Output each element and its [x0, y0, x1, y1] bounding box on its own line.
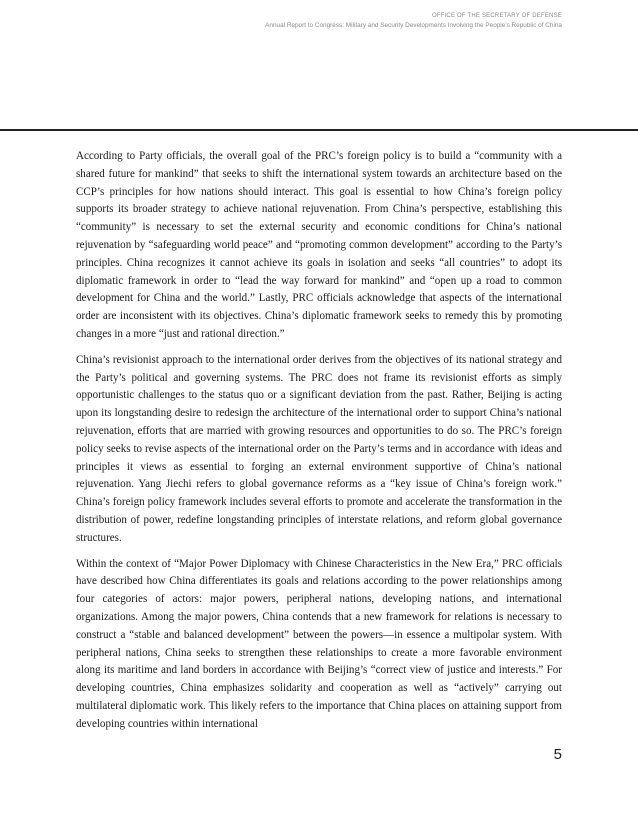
body-text [76, 148, 562, 742]
running-header [265, 12, 562, 30]
page-number: 5 [553, 746, 562, 763]
paragraph-2: China’s revisionist approach to the international order derives from the objectives of its national strategy and the Party’s political and governing systems. The PRC does not frame its revisionist efforts as simply opportunistic challenges to the status quo or a significant deviation from the past. Rather, Beijing is acting upon its longstanding desire to redesign the architecture of the international order to support China’s national rejuvenation, efforts that are married with growing resources and opportunities to do so. The PRC’s foreign policy seeks to revise aspects of the international order on the Party’s terms and in accordance with ideas and principles it views as essential to forging an external environment supportive of China’s national rejuvenation. Yang Jiechi refers to global governance reforms as a “key issue of China’s foreign work.” China’s foreign policy framework includes several efforts to promote and accelerate the transformation in the distribution of power, redefine longstanding principles of interstate relations, and reform global governance structures. [76, 353, 562, 544]
paragraph-3: Within the context of “Major Power Diplomacy with Chinese Characteristics in the New Era,” PRC officials have described how China differentiates its goals and relations according to the power relationships among four categories of actors: major powers, peripheral nations, developing nations, and international organizations. Among the major powers, China contends that a new framework for relations is necessary to construct a “stable and balanced development” between the powers—in essence a multipolar system. With peripheral nations, China seeks to strengthen these relationships to create a more favorable environment along its maritime and land borders in accordance with Beijing’s “correct view of justice and interests.” For developing countries, China emphasizes solidarity and cooperation as well as “actively” carrying out multilateral diplomatic work. This likely refers to the importance that China places on attaining support from developing countries within international [76, 557, 562, 730]
header-report-title: Annual Report to Congress: Military and Security Developments Involving the People’s Republic of China [265, 22, 562, 29]
header-divider [0, 129, 638, 131]
paragraph-1: According to Party officials, the overall goal of the PRC’s foreign policy is to build a “community with a shared future for mankind” that seeks to shift the international system towards an architecture based on the CCP’s principles for how nations should interact. This goal is essential to how China’s foreign policy supports its broader strategy to achieve national rejuvenation. From China’s perspective, establishing this “community” is necessary to set the external security and economic conditions for China’s national rejuvenation by “safeguarding world peace” and “promoting common development” according to the Party’s principles. China recognizes it cannot achieve its goals in isolation and seeks “all countries” to adopt its diplomatic framework in order to “lead the way forward for mankind” and “open up a road to common development for China and the world.” Lastly, PRC officials acknowledge that aspects of the international order are inconsistent with its objectives. China’s diplomatic framework seeks to remedy this by promoting changes in a more “just and rational direction.” [76, 150, 562, 340]
header-office: OFFICE OF THE SECRETARY OF DEFENSE [431, 13, 562, 19]
